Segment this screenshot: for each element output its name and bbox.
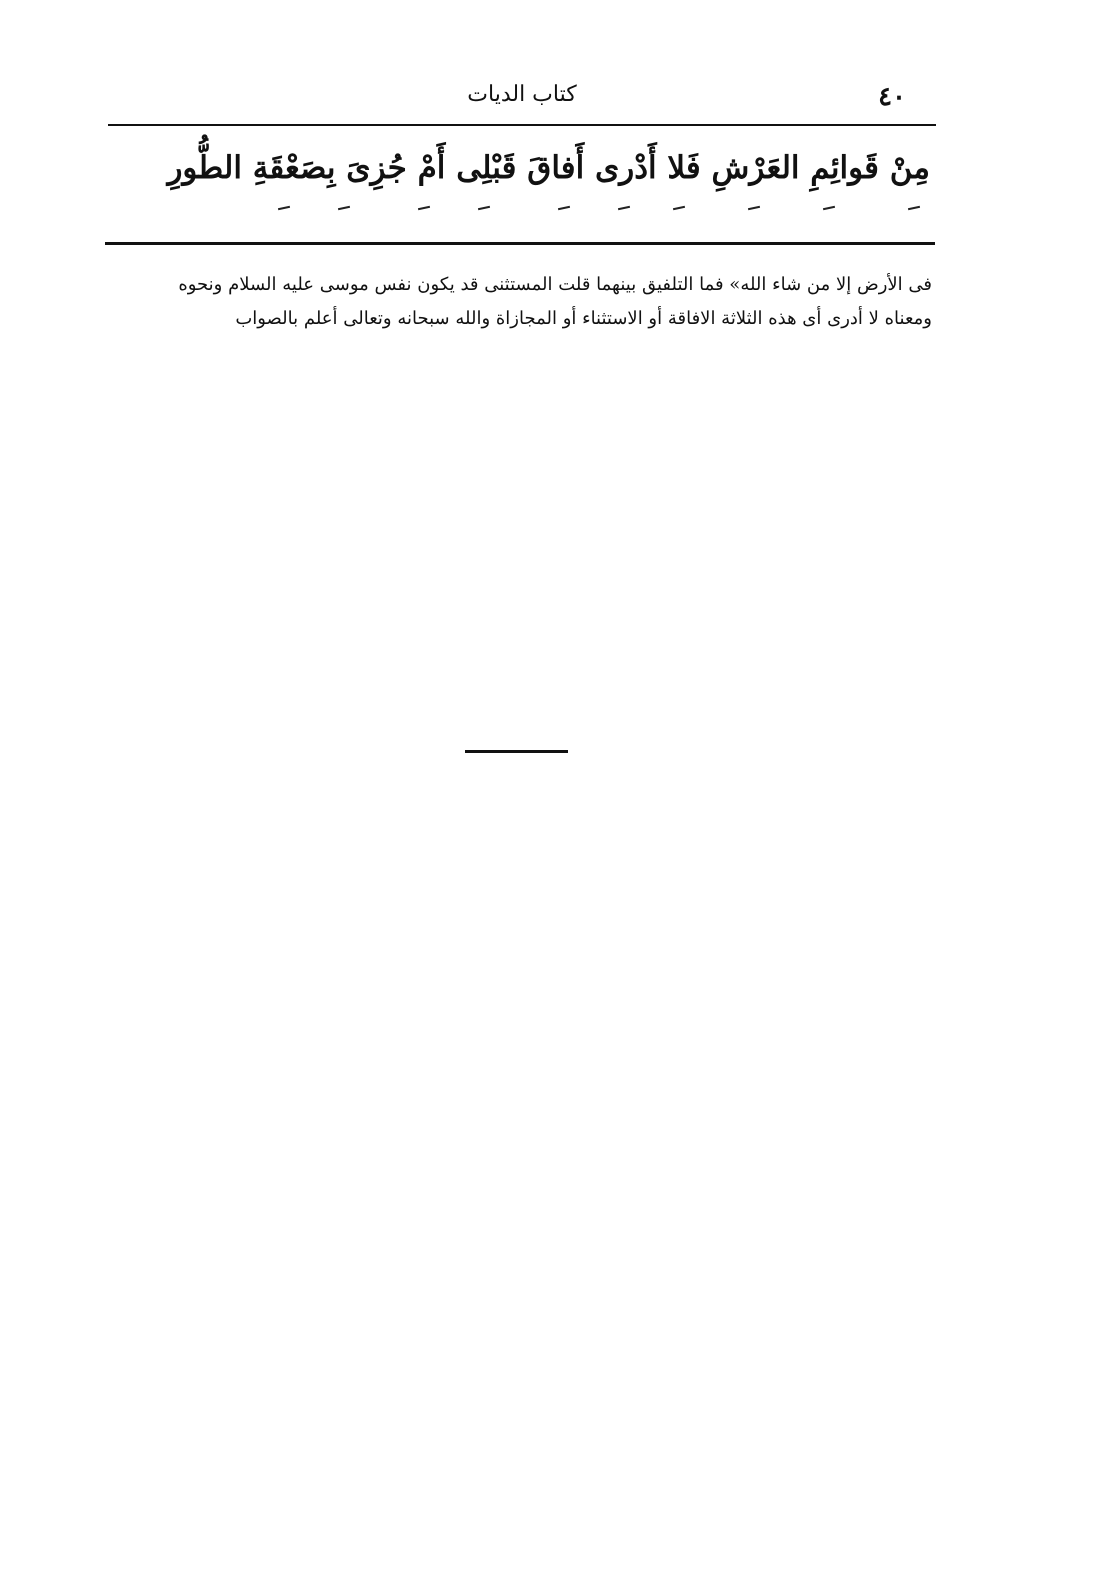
page-header <box>108 78 936 120</box>
commentary-text <box>106 268 932 336</box>
page-number: ٤٠ <box>878 82 906 112</box>
commentary-line: فى الأرض إلا من شاء الله» فما التلفيق بينهما قلت المستثنى قد يكون نفس موسى عليه السلام ونحوه <box>178 274 932 295</box>
end-of-section-rule <box>465 750 568 753</box>
header-rule <box>108 124 936 126</box>
commentary-line: ومعناه لا أدرى أى هذه الثلاثة الافاقة أو الاستثناء أو المجازاة والله سبحانه وتعالى أعلم بالصواب <box>235 308 932 329</box>
hadith-text-line: مِنْ قَوائِمِ العَرْشِ فَلا أَدْرى أَفاقَ قَبْلِى أَمْ جُزِىَ بِصَعْقَةِ الطُّورِ <box>167 150 930 186</box>
running-title: كتاب الديات <box>467 82 577 107</box>
section-rule <box>105 242 935 245</box>
diacritic-marks <box>260 207 930 217</box>
